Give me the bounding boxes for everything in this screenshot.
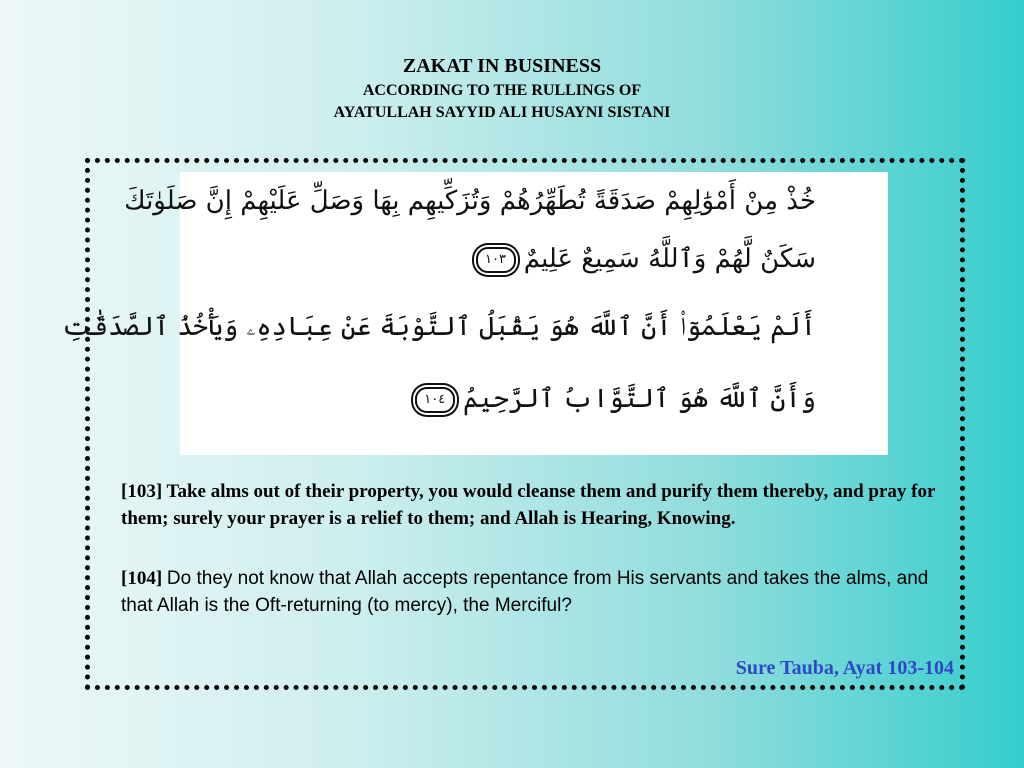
arabic-line-4 [407,384,816,414]
arabic-line-2 [468,244,817,274]
arabic-line-4-text: وَأَنَّ ٱللَّهَ هُوَ ٱلتَّوَّابُ ٱلرَّحِيمُ [463,384,816,414]
ayah-marker-104: ١٠٤ [415,387,455,413]
verse-104-number: [104] [121,568,163,589]
arabic-line-3: أَلَمْ يَعْلَمُوٓا۟ أَنَّ ٱللَّهَ هُوَ يَقْبَلُ ٱلتَّوْبَةَ عَنْ عِبَادِهِۦ وَيَأْخُذُ ٱلصَّدَقَٰتِ [62,312,816,342]
translation-verse-104 [121,565,951,619]
ayah-marker-103: ١٠٣ [476,247,516,273]
arabic-line-2-text: سَكَنٌ لَّهُمْ وَٱللَّهُ سَمِيعٌ عَلِيمٌ [523,244,816,274]
page-subtitle-line2: AYATULLAH SAYYID ALI HUSAYNI SISTANI [333,104,671,121]
verse-104-text: Do they not know that Allah accepts repentance from His servants and takes the alms, and that Allah is the Oft-returning (to mercy), the Merciful? [121,568,929,616]
title-block [0,52,1004,124]
page-title: ZAKAT IN BUSINESS [402,55,602,77]
arabic-verse-image [62,172,888,455]
page-subtitle-line1: ACCORDING TO THE RULLINGS OF [362,82,642,99]
source-reference: Sure Tauba, Ayat 103-104 [735,657,954,679]
translation-verse-103: [103] Take alms out of their property, you would cleanse them and purify them thereby, and pray for them; surely your prayer is a relief to them; and Allah is Hearing, Knowing. [121,481,936,529]
arabic-line-1: خُذْ مِنْ أَمْوَٰلِهِمْ صَدَقَةً تُطَهِّرُهُمْ وَتُزَكِّيهِم بِهَا وَصَلِّ عَلَيْهِمْ إِنَّ صَلَوٰتَكَ [124,186,816,216]
